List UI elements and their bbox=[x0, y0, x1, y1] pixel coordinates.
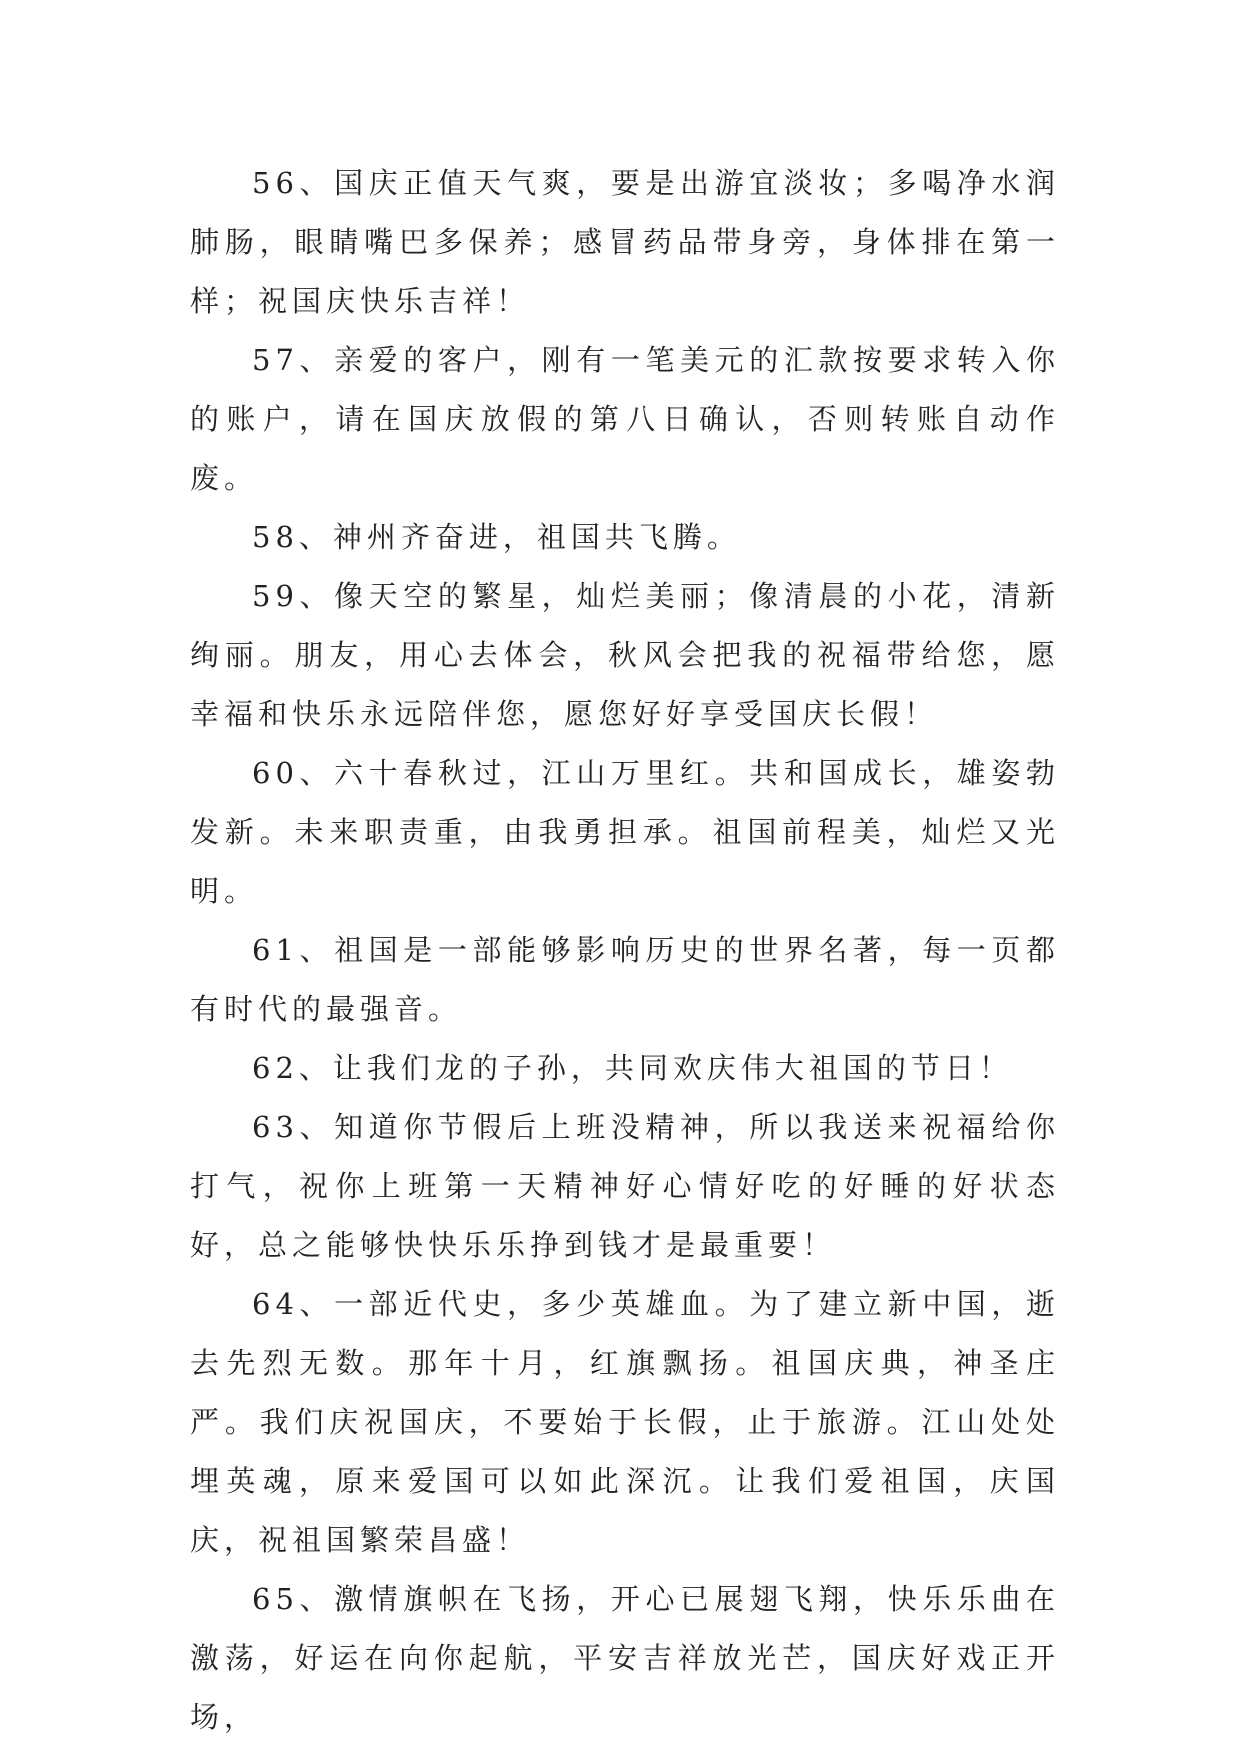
paragraph-62: 62、让我们龙的子孙，共同欢庆伟大祖国的节日！ bbox=[252, 1051, 1013, 1085]
paragraph-63: 63、知道你节假后上班没精神，所以我送来祝福给你打气，祝你上班第一天精神好心情好吃的好睡的好状态好，总之能够快快乐乐挣到钱才是最重要！ bbox=[190, 1110, 1060, 1262]
paragraph-56: 56、国庆正值天气爽，要是出游宜淡妆；多喝净水润肺肠，眼睛嘴巴多保养；感冒药品带身旁，身体排在第一样；祝国庆快乐吉祥！ bbox=[190, 166, 1060, 318]
paragraph-59: 59、像天空的繁星，灿烂美丽；像清晨的小花，清新绚丽。朋友，用心去体会，秋风会把我的祝福带给您，愿幸福和快乐永远陪伴您，愿您好好享受国庆长假！ bbox=[190, 579, 1060, 731]
paragraph-57: 57、亲爱的客户，刚有一笔美元的汇款按要求转入你的账户，请在国庆放假的第八日确认，否则转账自动作废。 bbox=[190, 343, 1060, 495]
paragraph-61: 61、祖国是一部能够影响历史的世界名著，每一页都有时代的最强音。 bbox=[190, 933, 1060, 1026]
document-body bbox=[190, 154, 1060, 1747]
paragraph-64: 64、一部近代史，多少英雄血。为了建立新中国，逝去先烈无数。那年十月，红旗飘扬。祖国庆典，神圣庄严。我们庆祝国庆，不要始于长假，止于旅游。江山处处埋英魂，原来爱国可以如此深沉。让我们爱祖国，庆国庆，祝祖国繁荣昌盛！ bbox=[190, 1287, 1060, 1557]
paragraph-60: 60、六十春秋过，江山万里红。共和国成长，雄姿勃发新。未来职责重，由我勇担承。祖国前程美，灿烂又光明。 bbox=[190, 756, 1060, 908]
paragraph-58: 58、神州齐奋进，祖国共飞腾。 bbox=[252, 520, 741, 554]
paragraph-65: 65、激情旗帜在飞扬，开心已展翅飞翔，快乐乐曲在激荡，好运在向你起航，平安吉祥放光芒，国庆好戏正开场， bbox=[190, 1582, 1060, 1734]
